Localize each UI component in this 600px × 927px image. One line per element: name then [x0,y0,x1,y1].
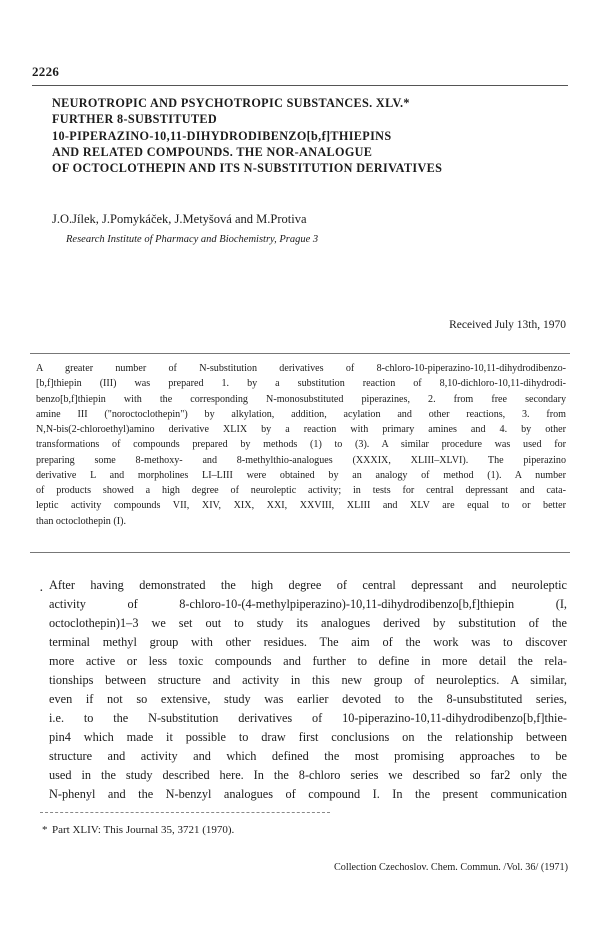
body-text [49,576,567,804]
abstract-line: A greater number of N-substitution derivatives of 8-chloro-10-piperazino-10,11-dihydrodibenzo- [36,363,566,374]
body-line: terminal methyl group with other residues. The aim of the work was to discover [49,635,567,649]
footnote-marker: * [42,824,48,836]
abstract-line: amine III ("noroctoclothepin") by alkylation, addition, acylation and other reactions, 3. from [36,408,566,420]
body-line: i.e. to the N-substitution derivatives of 10-piperazino-10,11-dihydrodibenzo[b,f]thie- [49,711,567,725]
header-rule [32,85,568,86]
body-line: used in the study described here. In the 8-chloro series we described so far2 only the [49,768,567,782]
journal-footer: Collection Czechoslov. Chem. Commun. /Vol. 36/ (1971) [333,862,568,873]
body-line: structure and activity and which defined the most promising approaches to be [49,749,567,763]
title-line: FURTHER 8-SUBSTITUTED [52,112,218,127]
affiliation: Research Institute of Pharmacy and Biochemistry, Prague 3 [66,234,319,245]
footnote-text: Part XLIV: This Journal 35, 3721 (1970). [52,824,235,836]
abstract [36,361,566,529]
abstract-bottom-rule [30,552,570,553]
title-line: AND RELATED COMPOUNDS. THE NOR-ANALOGUE [52,144,373,159]
body-line: activity of 8-chloro-10-(4-methylpiperazino)-10,11-dihydrodibenzo[b,f]thiepin (I, [49,597,567,611]
abstract-top-rule [30,353,570,354]
body-line: pin4 which made it possible to draw first conclusions on the relationship between [49,730,567,744]
abstract-line: leptic activity compounds VII, XIV, XIX, XXI, XXVIII, XLIII and XLV are equal to or better [36,500,566,512]
body-line: tionships between structure and activity in this new group of neuroleptics. A similar, [49,673,567,687]
footnote-rule [40,812,330,813]
title-line: OF OCTOCLOTHEPIN AND ITS N-SUBSTITUTION DERIVATIVES [52,161,443,176]
margin-mark: · [39,584,44,599]
footnote [42,824,235,836]
page-number: 2226 [32,64,60,79]
abstract-line: of products showed a high degree of neuroleptic activity; in tests for central depressant and cata- [36,485,566,496]
body-line: After having demonstrated the high degree of central depressant and neuroleptic [49,578,567,592]
body-line: octoclothepin)1–3 we set out to study its analogues derived by substitution of the [49,616,567,630]
body-line: N-phenyl and the N-benzyl analogues of compound I. In the present communication [49,787,567,801]
abstract-line: benzo[b,f]thiepin with the corresponding N-monosubstituted piperazines, 2. from free secondary [36,393,566,405]
title-line: NEUROTROPIC AND PSYCHOTROPIC SUBSTANCES. XLV.* [52,96,410,110]
received-date: Received July 13th, 1970 [449,319,566,331]
title-line: 10-PIPERAZINO-10,11-DIHYDRODIBENZO[b,f]THIEPINS [52,128,392,143]
body-line: more active or less toxic compounds and further to define in more detail the rela- [49,654,567,668]
abstract-line: preparing some 8-methoxy- and 8-methylthio-analogues (XXXIX, XLIII–XLVI). The piperazino [36,454,566,466]
abstract-line: than octoclothepin (I). [36,515,126,527]
abstract-line: transformations of compounds prepared by methods (1) to (3). A similar procedure was used for [36,439,566,451]
article-title [52,95,572,176]
abstract-line: N,N-bis(2-chloroethyl)amino derivative XLIX by a reaction with primary amines and 4. by other [36,424,566,435]
abstract-line: derivative L and morpholines LI–LIII were obtained by an analogy of method (1). A number [36,469,566,481]
authors: J.O.Jílek, J.Pomykáček, J.Metyšová and M.Protiva [52,212,307,226]
body-line: even if not so extensive, study was earlier devoted to the 8-unsubstituted series, [49,692,567,706]
abstract-line: [b,f]thiepin (III) was prepared 1. by a substitution reaction of 8,10-dichloro-10,11-dihydrodi- [36,378,566,390]
